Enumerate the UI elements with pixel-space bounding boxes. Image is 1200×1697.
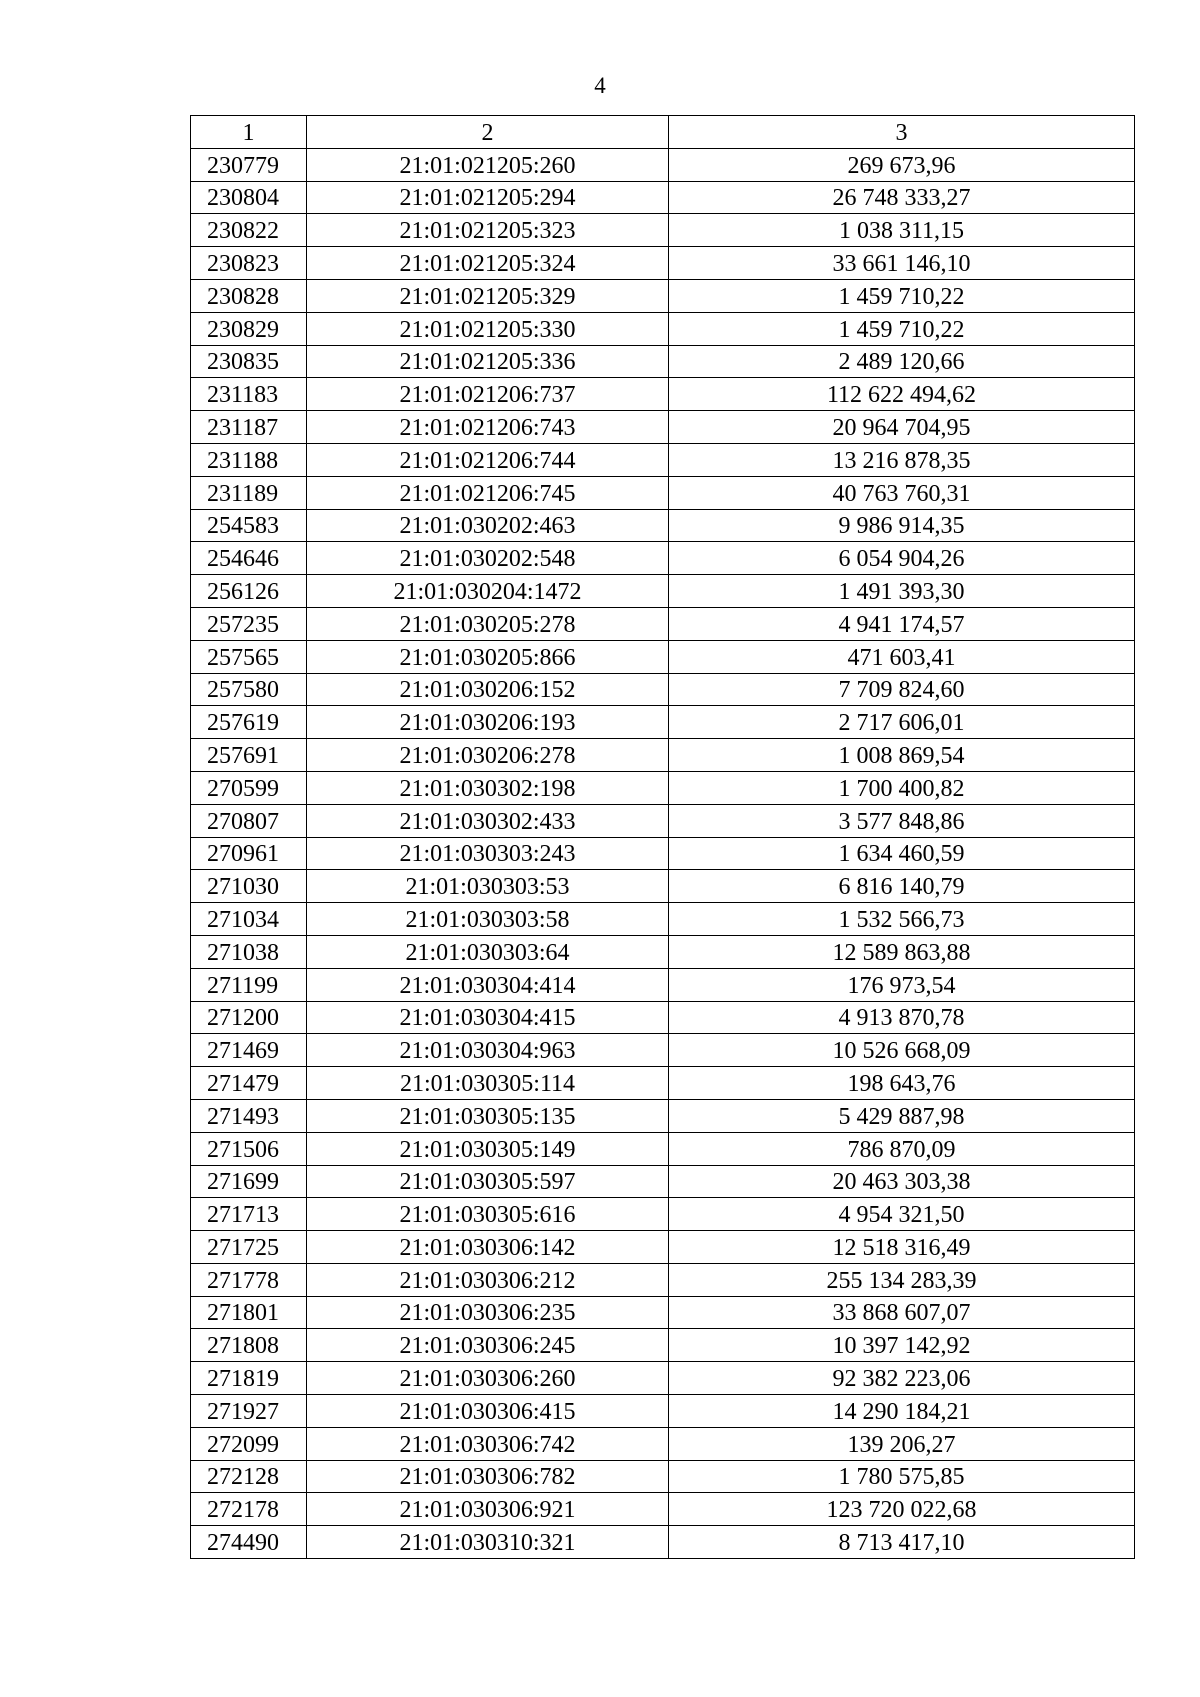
cell-value: 1 634 460,59 xyxy=(669,837,1135,870)
cell-object-id: 271801 xyxy=(191,1296,307,1329)
cell-object-id: 271778 xyxy=(191,1263,307,1296)
cell-value: 7 709 824,60 xyxy=(669,673,1135,706)
cell-value: 139 206,27 xyxy=(669,1427,1135,1460)
cell-cadastral-number: 21:01:021206:737 xyxy=(307,378,669,411)
cell-cadastral-number: 21:01:030204:1472 xyxy=(307,575,669,608)
cell-object-id: 272178 xyxy=(191,1493,307,1526)
cell-object-id: 230823 xyxy=(191,247,307,280)
table-row xyxy=(191,247,1135,280)
table-row xyxy=(191,1099,1135,1132)
cell-value: 4 941 174,57 xyxy=(669,607,1135,640)
cell-cadastral-number: 21:01:030306:235 xyxy=(307,1296,669,1329)
table-row xyxy=(191,476,1135,509)
cell-value: 9 986 914,35 xyxy=(669,509,1135,542)
cell-value: 1 038 311,15 xyxy=(669,214,1135,247)
table-row xyxy=(191,279,1135,312)
cell-cadastral-number: 21:01:030206:278 xyxy=(307,739,669,772)
cell-cadastral-number: 21:01:030205:866 xyxy=(307,640,669,673)
cell-cadastral-number: 21:01:030306:260 xyxy=(307,1362,669,1395)
cell-cadastral-number: 21:01:030303:58 xyxy=(307,903,669,936)
table-row xyxy=(191,214,1135,247)
table-row xyxy=(191,870,1135,903)
table-row xyxy=(191,378,1135,411)
cell-value: 1 459 710,22 xyxy=(669,279,1135,312)
cell-value: 112 622 494,62 xyxy=(669,378,1135,411)
cell-cadastral-number: 21:01:021205:329 xyxy=(307,279,669,312)
table-row xyxy=(191,1231,1135,1264)
cell-cadastral-number: 21:01:021205:260 xyxy=(307,148,669,181)
table-row xyxy=(191,148,1135,181)
cell-cadastral-number: 21:01:030306:921 xyxy=(307,1493,669,1526)
cell-object-id: 230829 xyxy=(191,312,307,345)
cell-value: 1 780 575,85 xyxy=(669,1460,1135,1493)
table-row xyxy=(191,804,1135,837)
cell-cadastral-number: 21:01:030206:152 xyxy=(307,673,669,706)
cell-cadastral-number: 21:01:021205:324 xyxy=(307,247,669,280)
registry-table xyxy=(190,115,1135,1559)
cell-object-id: 271038 xyxy=(191,935,307,968)
cell-cadastral-number: 21:01:021206:744 xyxy=(307,443,669,476)
cell-object-id: 257565 xyxy=(191,640,307,673)
cell-cadastral-number: 21:01:030304:414 xyxy=(307,968,669,1001)
cell-object-id: 257580 xyxy=(191,673,307,706)
cell-cadastral-number: 21:01:030305:149 xyxy=(307,1132,669,1165)
cell-object-id: 271725 xyxy=(191,1231,307,1264)
cell-cadastral-number: 21:01:021205:294 xyxy=(307,181,669,214)
cell-value: 6 816 140,79 xyxy=(669,870,1135,903)
cell-cadastral-number: 21:01:030306:782 xyxy=(307,1460,669,1493)
cell-object-id: 271030 xyxy=(191,870,307,903)
cell-object-id: 274490 xyxy=(191,1526,307,1559)
table-row xyxy=(191,903,1135,936)
column-header-1: 1 xyxy=(191,116,307,149)
cell-object-id: 231188 xyxy=(191,443,307,476)
cell-value: 92 382 223,06 xyxy=(669,1362,1135,1395)
cell-value: 4 913 870,78 xyxy=(669,1001,1135,1034)
cell-object-id: 271506 xyxy=(191,1132,307,1165)
table-header xyxy=(191,116,1135,149)
cell-value: 8 713 417,10 xyxy=(669,1526,1135,1559)
cell-value: 26 748 333,27 xyxy=(669,181,1135,214)
cell-object-id: 271927 xyxy=(191,1395,307,1428)
cell-cadastral-number: 21:01:030306:212 xyxy=(307,1263,669,1296)
cell-cadastral-number: 21:01:030305:135 xyxy=(307,1099,669,1132)
table-row xyxy=(191,607,1135,640)
column-header-2: 2 xyxy=(307,116,669,149)
cell-cadastral-number: 21:01:030306:742 xyxy=(307,1427,669,1460)
table-row xyxy=(191,673,1135,706)
cell-object-id: 271479 xyxy=(191,1067,307,1100)
cell-object-id: 271713 xyxy=(191,1198,307,1231)
cell-object-id: 270961 xyxy=(191,837,307,870)
cell-value: 12 589 863,88 xyxy=(669,935,1135,968)
cell-cadastral-number: 21:01:030305:597 xyxy=(307,1165,669,1198)
cell-value: 269 673,96 xyxy=(669,148,1135,181)
cell-object-id: 272128 xyxy=(191,1460,307,1493)
cell-object-id: 230828 xyxy=(191,279,307,312)
table-row xyxy=(191,509,1135,542)
cell-cadastral-number: 21:01:030304:963 xyxy=(307,1034,669,1067)
table-row xyxy=(191,312,1135,345)
cell-object-id: 271819 xyxy=(191,1362,307,1395)
cell-object-id: 271200 xyxy=(191,1001,307,1034)
cell-object-id: 270807 xyxy=(191,804,307,837)
cell-value: 10 397 142,92 xyxy=(669,1329,1135,1362)
cell-cadastral-number: 21:01:021205:323 xyxy=(307,214,669,247)
page-number: 4 xyxy=(594,73,606,98)
cell-value: 14 290 184,21 xyxy=(669,1395,1135,1428)
table-row xyxy=(191,1067,1135,1100)
cell-cadastral-number: 21:01:030305:114 xyxy=(307,1067,669,1100)
table-row xyxy=(191,640,1135,673)
cell-value: 33 661 146,10 xyxy=(669,247,1135,280)
cell-object-id: 272099 xyxy=(191,1427,307,1460)
table-row xyxy=(191,1329,1135,1362)
cell-object-id: 256126 xyxy=(191,575,307,608)
cell-object-id: 271699 xyxy=(191,1165,307,1198)
cell-cadastral-number: 21:01:030306:142 xyxy=(307,1231,669,1264)
cell-cadastral-number: 21:01:030202:548 xyxy=(307,542,669,575)
table-row xyxy=(191,411,1135,444)
table-row xyxy=(191,1198,1135,1231)
cell-cadastral-number: 21:01:030302:433 xyxy=(307,804,669,837)
cell-object-id: 257619 xyxy=(191,706,307,739)
table-row xyxy=(191,1362,1135,1395)
table-row xyxy=(191,1001,1135,1034)
cell-value: 3 577 848,86 xyxy=(669,804,1135,837)
cell-cadastral-number: 21:01:030304:415 xyxy=(307,1001,669,1034)
cell-value: 1 491 393,30 xyxy=(669,575,1135,608)
cell-cadastral-number: 21:01:030303:64 xyxy=(307,935,669,968)
cell-object-id: 271034 xyxy=(191,903,307,936)
cell-cadastral-number: 21:01:021205:336 xyxy=(307,345,669,378)
table-row xyxy=(191,542,1135,575)
cell-cadastral-number: 21:01:021206:743 xyxy=(307,411,669,444)
cell-value: 33 868 607,07 xyxy=(669,1296,1135,1329)
table-body xyxy=(191,148,1135,1558)
cell-value: 1 459 710,22 xyxy=(669,312,1135,345)
cell-value: 13 216 878,35 xyxy=(669,443,1135,476)
cell-object-id: 230835 xyxy=(191,345,307,378)
cell-value: 2 717 606,01 xyxy=(669,706,1135,739)
cell-value: 5 429 887,98 xyxy=(669,1099,1135,1132)
table-row xyxy=(191,1263,1135,1296)
cell-object-id: 231187 xyxy=(191,411,307,444)
cell-object-id: 257691 xyxy=(191,739,307,772)
table-row xyxy=(191,706,1135,739)
cell-cadastral-number: 21:01:030306:245 xyxy=(307,1329,669,1362)
column-header-3: 3 xyxy=(669,116,1135,149)
cell-value: 176 973,54 xyxy=(669,968,1135,1001)
table-row xyxy=(191,1165,1135,1198)
table-row xyxy=(191,1427,1135,1460)
cell-value: 20 964 704,95 xyxy=(669,411,1135,444)
cell-cadastral-number: 21:01:021205:330 xyxy=(307,312,669,345)
cell-object-id: 271493 xyxy=(191,1099,307,1132)
cell-object-id: 271199 xyxy=(191,968,307,1001)
cell-cadastral-number: 21:01:030303:53 xyxy=(307,870,669,903)
cell-cadastral-number: 21:01:030303:243 xyxy=(307,837,669,870)
table-row xyxy=(191,771,1135,804)
table-row xyxy=(191,837,1135,870)
table-row xyxy=(191,935,1135,968)
cell-value: 6 054 904,26 xyxy=(669,542,1135,575)
table-row xyxy=(191,345,1135,378)
table-row xyxy=(191,1034,1135,1067)
table-row xyxy=(191,968,1135,1001)
cell-object-id: 271469 xyxy=(191,1034,307,1067)
cell-value: 786 870,09 xyxy=(669,1132,1135,1165)
cell-value: 1 008 869,54 xyxy=(669,739,1135,772)
table-row xyxy=(191,1526,1135,1559)
cell-object-id: 257235 xyxy=(191,607,307,640)
cell-object-id: 254583 xyxy=(191,509,307,542)
cell-cadastral-number: 21:01:030305:616 xyxy=(307,1198,669,1231)
cell-object-id: 270599 xyxy=(191,771,307,804)
cell-object-id: 230804 xyxy=(191,181,307,214)
table-row xyxy=(191,739,1135,772)
cell-object-id: 230822 xyxy=(191,214,307,247)
cell-value: 10 526 668,09 xyxy=(669,1034,1135,1067)
table-row xyxy=(191,1296,1135,1329)
cell-value: 40 763 760,31 xyxy=(669,476,1135,509)
cell-value: 198 643,76 xyxy=(669,1067,1135,1100)
cell-cadastral-number: 21:01:030306:415 xyxy=(307,1395,669,1428)
cell-value: 255 134 283,39 xyxy=(669,1263,1135,1296)
cell-value: 123 720 022,68 xyxy=(669,1493,1135,1526)
table-row xyxy=(191,1460,1135,1493)
table-row xyxy=(191,1493,1135,1526)
cell-object-id: 254646 xyxy=(191,542,307,575)
cell-value: 20 463 303,38 xyxy=(669,1165,1135,1198)
cell-object-id: 271808 xyxy=(191,1329,307,1362)
table-row xyxy=(191,1395,1135,1428)
table-row xyxy=(191,575,1135,608)
cell-value: 1 532 566,73 xyxy=(669,903,1135,936)
cell-value: 4 954 321,50 xyxy=(669,1198,1135,1231)
cell-cadastral-number: 21:01:030205:278 xyxy=(307,607,669,640)
table-row xyxy=(191,1132,1135,1165)
cell-value: 1 700 400,82 xyxy=(669,771,1135,804)
cell-object-id: 231189 xyxy=(191,476,307,509)
cell-value: 2 489 120,66 xyxy=(669,345,1135,378)
cell-cadastral-number: 21:01:030202:463 xyxy=(307,509,669,542)
cell-cadastral-number: 21:01:030302:198 xyxy=(307,771,669,804)
header-row xyxy=(191,116,1135,149)
table-row xyxy=(191,181,1135,214)
cell-cadastral-number: 21:01:030206:193 xyxy=(307,706,669,739)
cell-object-id: 230779 xyxy=(191,148,307,181)
cell-cadastral-number: 21:01:030310:321 xyxy=(307,1526,669,1559)
table-row xyxy=(191,443,1135,476)
cell-cadastral-number: 21:01:021206:745 xyxy=(307,476,669,509)
cell-value: 471 603,41 xyxy=(669,640,1135,673)
cell-object-id: 231183 xyxy=(191,378,307,411)
cell-value: 12 518 316,49 xyxy=(669,1231,1135,1264)
